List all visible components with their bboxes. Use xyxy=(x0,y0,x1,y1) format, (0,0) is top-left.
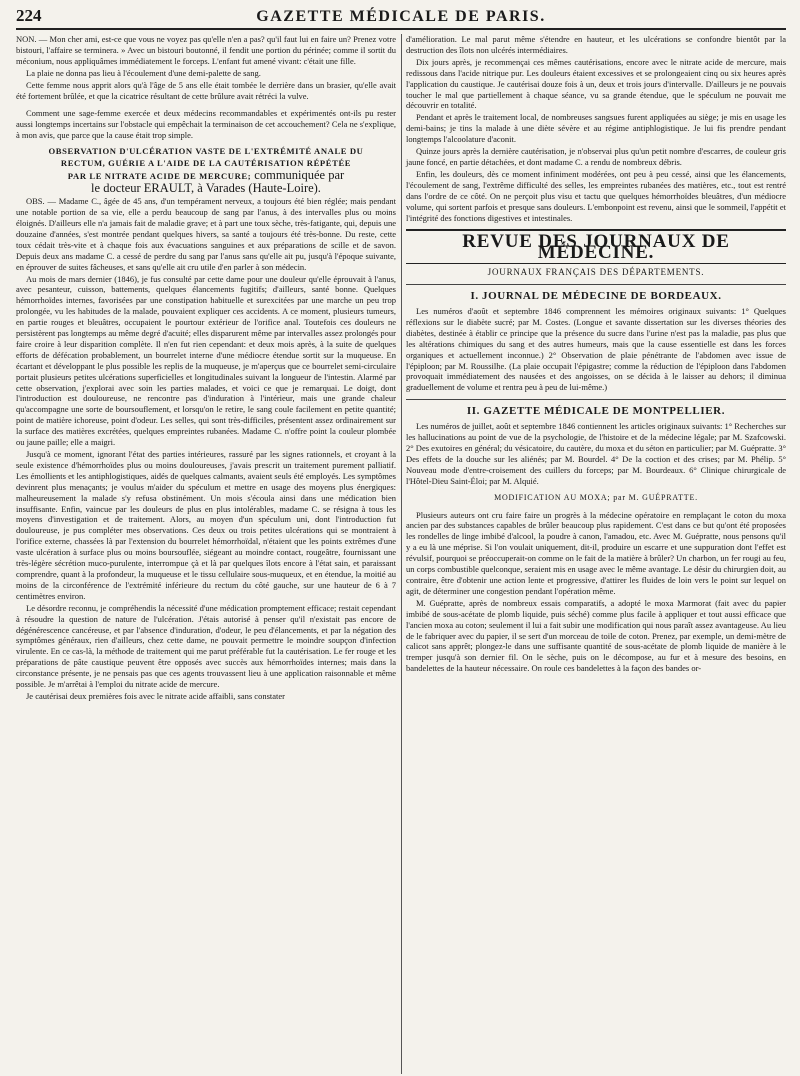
paragraph: Cette femme nous apprit alors qu'à l'âge de 5 ans elle était tombée le derrière dans un brasier, qu'elle avait été fortement brûlée, et que la cicatrice résultant de cette brûlure avait rétréci la vulve. xyxy=(16,79,396,101)
paragraph: Comment une sage-femme exercée et deux médecins recommandables et expérimentés ont-ils pu rester aussi longtemps incertains sur l'obstacle qui empêchait la terminaison de cet accouchement? Cela ne s'explique, à mon avis, que parce que la cause était trop simple. xyxy=(16,108,396,141)
column-divider xyxy=(401,34,402,1074)
paragraph: Quinze jours après la dernière cautérisation, je n'observai plus qu'un petit nombre d'escarres, de couleur gris jaune foncé, en partie détachées, et dont madame C. a rendu de nombreux débris. xyxy=(406,146,786,167)
paragraph: Le désordre reconnu, je compréhendis la nécessité d'une médication promptement efficace; restait cependant à résoudre la question de nature de l'ulcération. J'étais autorisé à penser qu'il n'existait pas encore de dégénérescence cancéreuse, et par l'absence d'induration, d'odeur, le peu d'élancements, et par la négation des symptômes généraux, rien d'ailleurs, chez cette dame, ne pouvait permettre le moindre soupçon d'infection virulente. En ce cas-là, la méthode de traitement qui me parut préférable fut la cautérisation. Le fer rouge et les préparations de pâte caustique peuvent être opposés avec succès aux hémorrhoïdes internes; mais dans la circonstance présente, je ne pensais pas que ces agents trouvassent lieu à une application raisonnable et même possible. Je m'arrêtai à l'emploi du nitrate acide de mercure. xyxy=(16,602,396,690)
paragraph: Enfin, les douleurs, dès ce moment infiniment modérées, ont peu à peu cessé, ainsi que les élancements, l'écoulement de sang, l'extrême difficulté des selles, les empreintes rubanées des matières, etc., tout est rentré dans l'ordre de ce côté. On ne perçoit plus visu et tactu que quelques hémorrhoïdes bleuâtres, d'un médiocre volume, qui sortent parfois et presque sans douleurs. L'embonpoint est revenu, ainsi que le sommeil, l'appétit et l'intégrité des fonctions digestives et intestinales. xyxy=(406,168,786,223)
paragraph: Pendant et après le traitement local, de nombreuses sangsues furent appliquées au siège; je mis en usage les demi-bains; je tins la malade à une diète sévère et au régime antiphlogistique. Je lui fis prendre pendant longtemps l'alcoolature d'aconit. xyxy=(406,112,786,145)
journal-title: I. JOURNAL DE MÉDECINE DE BORDEAUX. xyxy=(406,284,786,302)
page-number: 224 xyxy=(16,6,42,25)
page-header xyxy=(16,6,786,30)
article-title: MODIFICATION AU MOXA; par M. GUÉPRATTE. xyxy=(494,492,698,502)
paragraph: Plusieurs auteurs ont cru faire faire un progrès à la médecine opératoire en remplaçant le coton du moxa ancien par des substances capables de brûler beaucoup plus rapidement. C'est dans ce but qu'ont été proposées les rondelles de linge imbibé d'alcool, la poudre à canon, l'amadou, etc. Avec M. Guépratte, nous pensons qu'il y a eu là une méprise. Si l'on voulait uniquement, dit-il, produire un escarre et une suppuration dont l'effet est révulsif, pourquoi se préoccuperait-on comme on le fait de la matière à brûler? Un charbon, un fer rougi au feu, un corps combustible quelconque, seraient mis en usage avec le même avantage. Le désir du chirurgien doit, au contraire, être d'obtenir une action lente et progressive, d'attirer les fluides de loin vers le point sur lequel on agit, de déterminer une congestion pendant l'opération même. xyxy=(406,509,786,596)
paragraph: M. Guépratte, après de nombreux essais comparatifs, a adopté le moxa Marmorat (fait avec du papier imbibé de sous-acétate de plomb liquide, puis séché) comme plus facile à appliquer et tout aussi efficace que l'ancien moxa au coton; seulement il lui a fait subir une modification qui nous paraît assez avantageuse. Au lieu de le fabriquer avec du papier, il se sert d'un morceau de toile de coton. Prenez, par exemple, un demi-mètre de calicot sans apprêt; plongez-le dans une suffisante quantité de sous-acétate de plomb liquide de manière à le tremper jusqu'à son dernier fil. On le sèche, puis on le décompose, au fur et à mesure des besoins, en bandelettes de la hauteur nécessaire. On roule ces bandelettes à la façon des bandes or- xyxy=(406,597,786,674)
paragraph: OBS. — Madame C., âgée de 45 ans, d'un tempérament nerveux, a toujours été bien réglée; mais pendant une notable portion de sa vie, elle a perdu beaucoup de sang par l'anus, à des intervalles plus ou moins éloignés. D'ailleurs elle n'a jamais fait de maladie grave; et à part une toux sèche, très-fatigante, qui, depuis une douzaine d'années, s'est montrée pendant quelques hivers, sa santé a toujours été très-bonne. Du reste, cette toux cédait très-vite et à chaque fois aux évacuations sanguines et aux préparations de scille et de savon. Depuis deux ans madame C. a cessé de perdre du sang par l'anus sans qu'elle ait pu, jusqu'à l'époque suivante, en éprouver de suites fâcheuses, et sans qu'elle ait cru utile d'en parler à son médecin. xyxy=(16,196,396,272)
right-column xyxy=(406,34,786,702)
observation-title-line: PAR LE NITRATE ACIDE DE MERCURE; communiquée par xyxy=(67,168,345,183)
paragraph: Dix jours après, je recommençai ces mêmes cautérisations, encore avec le nitrate acide de mercure, mais redissous dans l'acide nitrique pur. Les douleurs étaient excessives et se prolongeaient cinq ou six heures après l'application du caustique. Je cautérisai douze fois à un, deux et trois jours d'intervalle. D'ailleurs je ne pouvais toucher le mal que partiellement à chaque séance, vu sa grande étendue, que le spéculum ne pouvait me découvrir en totalité. xyxy=(406,56,786,111)
paragraph: Je cautérisai deux premières fois avec le nitrate acide affaibli, sans constater xyxy=(26,690,285,701)
observation-title xyxy=(16,145,396,194)
paragraph: d'amélioration. Le mal parut même s'étendre en hauteur, et les ulcérations se confondre bientôt par la destruction des îlots non ulcérés intermédiaires. xyxy=(406,34,786,55)
review-subtitle: JOURNAUX FRANÇAIS DES DÉPARTEMENTS. xyxy=(487,267,705,278)
running-title: GAZETTE MÉDICALE DE PARIS. xyxy=(256,8,546,25)
observation-title-line: OBSERVATION D'ULCÉRATION VASTE DE L'EXTRÉMITÉ ANALE DU xyxy=(48,146,364,157)
journal-title: II. GAZETTE MÉDICALE DE MONTPELLIER. xyxy=(406,399,786,417)
paragraph: Jusqu'à ce moment, ignorant l'état des parties intérieures, rassuré par les signes rationnels, et croyant à la seule existence d'hémorrhoïdes plus ou moins douloureuses, j'avais prescrit un traitement purement palliatif. Les émollients et les antiphlogistiques, aidés de quelques calmants, avaient seuls été employés. Les symptômes devinrent plus menaçants; je voulus m'aider du spéculum et mettre en usage des moyens plus énergiques: malheureusement la malade s'y refusa obstinément. Un mois s'écoula ainsi dans une médication bien insuffisante. Enfin, vaincue par les douleurs de plus en plus intolérables, madame C. se résigna à tous les moyens d'investigation et de traitement. Alors, au moyen d'un spéculum uni, dont l'introduction fut douloureuse, je pus compléter mes observations. Ces deux ou trois petites ulcérations qui se montraient à l'orifice externe, chassées là par l'extension du bourrelet hémorrhoïdal, n'étaient que les points extrêmes d'une vaste ulcération à surface plus ou moins boursouflée, siégeant au moindre contact, rougeâtre, fournissant une très-légère sécrétion muco-purulente, interrompue çà et là par quelques îlots encore à l'état sain, et paraissant comprendre, quant à la profondeur, la muqueuse et le tissu cellulaire sous-muqueux, et en étendue, la moitié au moins de la circonférence de l'extrémité inférieure du rectum du côté gauche, sur une hauteur de 6 à 7 centimètres environ. xyxy=(16,449,396,601)
left-column xyxy=(16,34,396,702)
paragraph: Les numéros d'août et septembre 1846 comprennent les mémoires originaux suivants: 1° Quelques réflexions sur le diabète sucré; par M. Costes. (Longue et savante dissertation sur les diverses théories des diabètes, destinée à établir ce principe que la présence du sucre dans l'urine n'est pas la maladie, pas plus que les altérations chimiques du sang et des autres humeurs, mais que la cause essentielle est dans les forces organiques et actuellement inconnue.) 2° Observation de plaie pénétrante de l'abdomen avec issue de l'épiploon; par M. Roussilhe. (La plaie occupait l'épigastre; comme la réduction de l'épiploon dans l'abdomen provoquait immédiatement des nausées et des angoisses, on se décida à le laisser au dehors; il diminua graduellement de volume et rentra peu à peu de lui-même.) xyxy=(406,306,786,393)
review-section-title: REVUE DES JOURNAUX DE MÉDECINE. xyxy=(406,229,786,264)
paragraph: Les numéros de juillet, août et septembre 1846 contiennent les articles originaux suivants: 1° Recherches sur les hallucinations au point de vue de la psychologie, de l'histoire et de la médecine légale; par M. Szafcowski. 2° Des exutoires en général; du vésicatoire, du cautère, du moxa et du séton en particulier; par M. Guépratte. 3° Des effets de la douche sur les aliénés; par M. Bourdel. 4° De la coction et des crises; par M. Phélip. 5° Nouveau mode d'entre-croisement des cuillers du forceps; par M. Bourdeaux. 6° Clinique chirurgicale de l'Hôtel-Dieu Saint-Éloi; par M. Alquié. xyxy=(406,421,786,486)
observation-author: le docteur ERAULT, à Varades (Haute-Loire). xyxy=(91,181,321,196)
paragraph: NON. — Mon cher ami, est-ce que vous ne voyez pas qu'elle n'en a pas? qu'il faut lui en faire un? Prenez votre bistouri, l'affaire se terminera. » Avec un bistouri boutonné, il fendit une portion du périnée; comme il sortit du méconium, nous appliquâmes immédiatement le forceps. L'enfant fut amené vivant: c'était une fille. xyxy=(16,34,396,66)
paragraph: La plaie ne donna pas lieu à l'écoulement d'une demi-palette de sang. xyxy=(26,67,261,78)
observation-title-line: RECTUM, GUÉRIE A L'AIDE DE LA CAUTÉRISATION RÉPÉTÉE xyxy=(60,158,352,169)
paragraph: Au mois de mars dernier (1846), je fus consulté par cette dame pour une douleur qu'elle éprouvait à l'anus, avec pesanteur, cuisson, battements, quelques élancements fugitifs; d'ailleurs, santé bonne. Quelques hémorrhoïdes internes, favorisées par une constipation habituelle et surexcitées par une marche un peu trop prolongée, vu les habitudes de la malade, pouvaient expliquer ces accidents. A ce moment, plusieurs tumeurs, en partie rouges et bleuâtres, occupaient le pourtour extérieur de l'orifice anal. Toutefois ces douleurs ne persistèrent pas longtemps au même degré d'acuité; elles disparurent même par intervalles assez prolongés pour faire croire à leur disparition complète. Il n'en fut rien cependant: et deux mois après, à la suite de quelques efforts de défécation probablement, un bourrelet interne d'une médiocre étendue sortit sur la muqueuse. En écartant et développant le plus possible les replis de la muqueuse, je m'aperçus que ce bourrelet semi-circulaire portait plusieurs petites ulcérations superficielles et longitudinales suivant la longueur de l'intestin. Alarmé par cette observation, j'explorai avec soin les parties malades, et voici ce que je remarquai. Le doigt, dont l'introduction est douloureuse, ne rencontre pas d'induration à l'intérieur, mais une grande chaleur qu'accompagne une sorte de boursouflement, et lorsqu'on le retire, le sang coule facilement en petite quantité; point de matière ichoreuse, point d'odeur. Les selles, qui sont très-difficiles, présentent assez ordinairement sur la surface des matières excrétées, quelques empreintes rubanées. Madame C. n'offre point la couleur plombée ou jaune paille; elle a maigri. xyxy=(16,273,396,448)
